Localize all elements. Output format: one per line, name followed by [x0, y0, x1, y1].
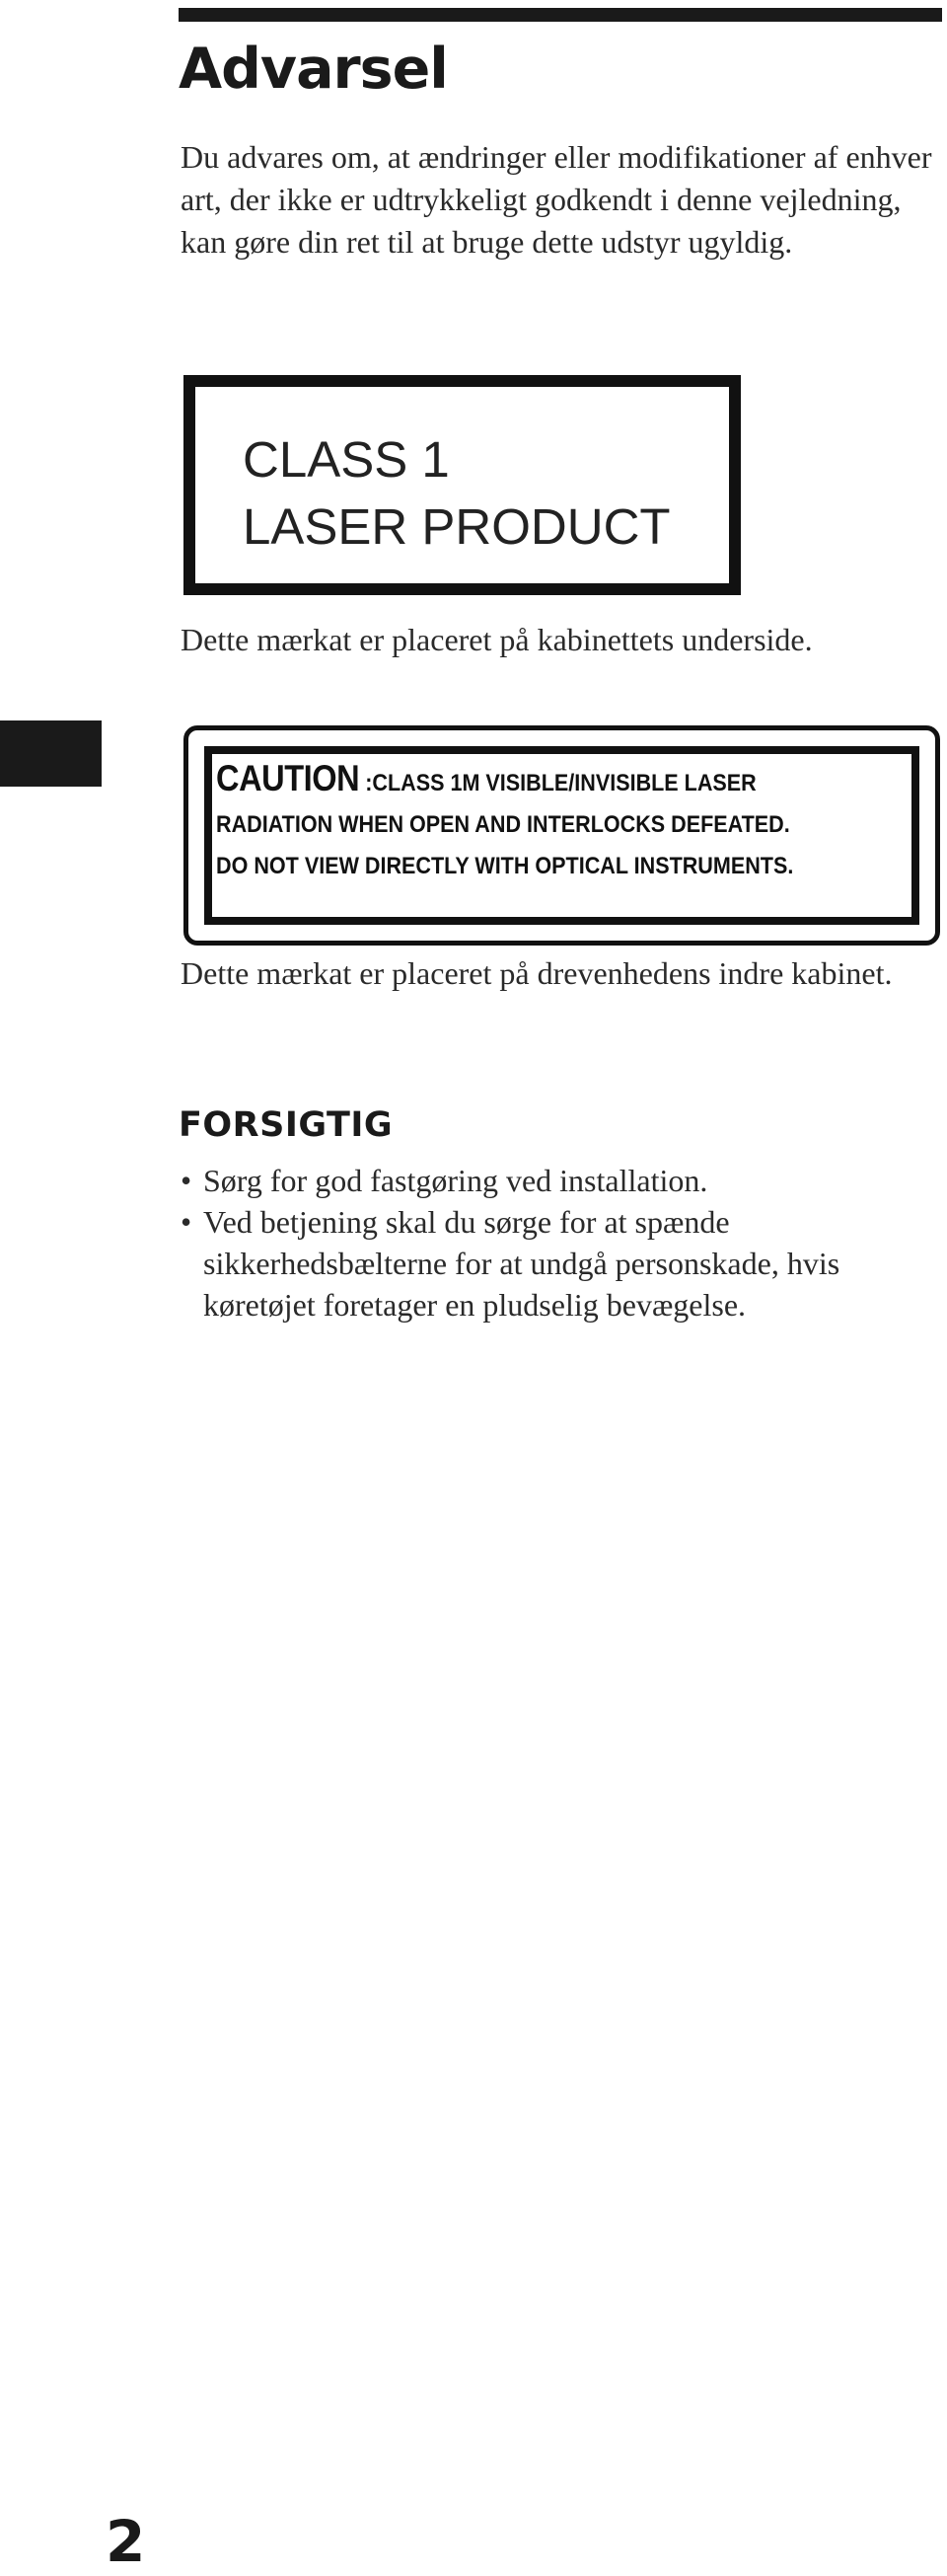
page-number: 2 [106, 2508, 146, 2575]
class1-laser-label [183, 375, 741, 595]
caution-label-line1: :CLASS 1M VISIBLE/INVISIBLE LASER [359, 770, 757, 796]
caution-label-line2: RADIATION WHEN OPEN AND INTERLOCKS DEFEATED. [216, 811, 790, 838]
caution-word: CAUTION [216, 758, 360, 798]
section-tab-marker [0, 720, 102, 787]
caution-label-row1 [216, 758, 793, 804]
caution-label-text [216, 758, 872, 887]
caution-list [181, 1160, 940, 1326]
intro-paragraph: Du advares om, at ændringer eller modifikationer af enhver art, der ikke er udtrykkeligt godkendt i denne vejledning, kan gøre din ret til at bruge dette udstyr ugyldig. [181, 139, 932, 260]
bullet-icon: • [181, 1163, 192, 1198]
caution-label-line3: DO NOT VIEW DIRECTLY WITH OPTICAL INSTRUMENTS. [216, 853, 794, 879]
bullet-icon: • [181, 1204, 192, 1240]
caution-label-note: Dette mærkat er placeret på drevenhedens indre kabinet. [181, 955, 893, 991]
class1-label-line2: LASER PRODUCT [243, 498, 671, 555]
section-subheading: FORSIGTIG [179, 1105, 394, 1145]
caution-laser-label [183, 725, 940, 946]
list-item [181, 1160, 940, 1201]
list-item [181, 1201, 940, 1326]
class1-label-line1: CLASS 1 [243, 431, 450, 488]
class1-label-note: Dette mærkat er placeret på kabinettets underside. [181, 622, 813, 657]
list-item-text: Sørg for god fastgøring ved installation. [203, 1163, 708, 1198]
page-title: Advarsel [179, 37, 448, 102]
list-item-text: Ved betjening skal du sørge for at spænde sikkerhedsbælterne for at undgå personskade, hvis køretøjet foretager en pludselig bevægelse. [203, 1204, 840, 1323]
top-rule [179, 8, 942, 22]
